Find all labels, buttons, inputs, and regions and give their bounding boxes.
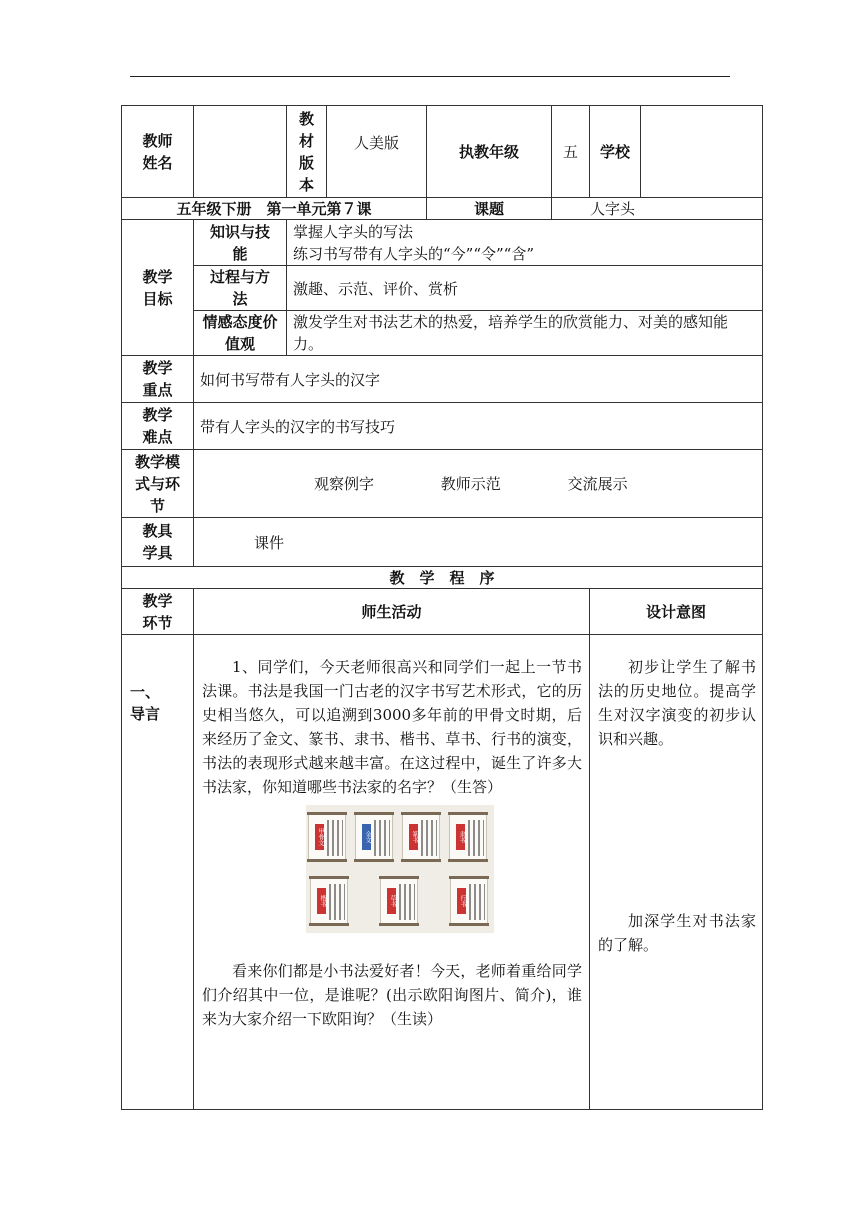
difficulty-value: 带有人字头的汉字的书写技巧 (194, 403, 763, 450)
grade-label: 执教年级 (427, 106, 552, 198)
calligraphy-evolution-image (306, 805, 494, 933)
procedure-title: 教 学 程 序 (122, 567, 763, 589)
key-point-value: 如何书写带有人字头的汉字 (194, 356, 763, 403)
mode-item-observe: 观察例字 (314, 475, 375, 493)
procedure-header-row (122, 589, 763, 635)
scroll-oracle (308, 813, 346, 861)
stage1-intent (590, 635, 763, 1110)
knowledge-line-1: 掌握人字头的写法 (293, 222, 414, 241)
difficulty-row (122, 403, 763, 450)
scroll-clerical (449, 813, 487, 861)
objective-attitude-row (122, 311, 763, 356)
procedure-title-row (122, 567, 763, 589)
grade-value: 五 (552, 106, 590, 198)
objectives-label: 教学目标 (122, 220, 194, 356)
stage1-label-text: 一、导言 (130, 683, 161, 723)
tools-value-text: 课件 (254, 533, 285, 552)
objective-knowledge-row (122, 220, 763, 266)
mode-item-demo: 教师示范 (440, 475, 501, 493)
tools-row (122, 518, 763, 567)
knowledge-content (287, 220, 763, 266)
attitude-label: 情感态度价值观 (194, 311, 287, 356)
key-point-row (122, 356, 763, 403)
lesson-row (122, 198, 763, 220)
tab-regular: 楷书 (317, 888, 326, 914)
knowledge-label: 知识与技能 (194, 220, 287, 266)
attitude-value: 激发学生对书法艺术的热爱，培养学生的欣赏能力、对美的感知能力。 (287, 311, 763, 356)
col-intent: 设计意图 (590, 589, 763, 635)
key-point-label: 教学重点 (122, 356, 194, 403)
school-label: 学校 (590, 106, 641, 198)
tab-clerical: 隶书 (456, 824, 465, 850)
textbook-value: 人美版 (327, 106, 427, 198)
difficulty-label: 教学难点 (122, 403, 194, 450)
tab-running: 行书 (457, 888, 466, 914)
mode-label: 教学模式与环节 (122, 450, 194, 518)
topic-value: 人字头 (552, 198, 763, 220)
scroll-regular (310, 877, 348, 925)
scroll-bronze (355, 813, 393, 861)
stage1-row (122, 635, 763, 1110)
lesson-unit: 五年级下册 第一单元第７课 (122, 198, 427, 220)
process-value: 激趣、示范、评价、赏析 (287, 266, 763, 311)
mode-item-share: 交流展示 (567, 475, 628, 493)
tab-cursive: 草书 (387, 888, 396, 914)
header-rule (130, 76, 730, 77)
activity-para-2: 看来你们都是小书法爱好者！今天，老师着重给同学们介绍其中一位，是谁呢？(出示欧阳询图片、简介)，谁来为大家介绍一下欧阳询？（生读） (202, 962, 582, 1028)
tab-bronze: 金文 (362, 824, 371, 850)
mode-row (122, 450, 763, 518)
school-value (641, 106, 763, 198)
col-activity: 师生活动 (194, 589, 590, 635)
mode-items (194, 450, 763, 518)
process-label: 过程与方法 (194, 266, 287, 311)
tools-label: 教具学具 (122, 518, 194, 567)
tab-oracle: 甲骨文 (315, 824, 324, 850)
scroll-cursive (380, 877, 418, 925)
stage1-activity (194, 635, 590, 1110)
lesson-plan-table (121, 105, 763, 1110)
intent-para-2: 加深学生对书法家的了解。 (598, 912, 756, 954)
scroll-running (450, 877, 488, 925)
activity-para-1: 1、同学们，今天老师很高兴和同学们一起上一节书法课。书法是我国一门古老的汉字书写艺术形式，它的历史相当悠久，可以追溯到3000多年前的甲骨文时期，后来经历了金文、篆书、隶书、楷书、草书、行书的演变，书法的表现形式越来越丰富。在这过程中，诞生了许多大书法家，你知道哪些书法家的名字？（生答） (202, 658, 582, 796)
teacher-name-value (194, 106, 287, 198)
tab-seal: 篆书 (409, 824, 418, 850)
knowledge-line-2: 练习书写带有人字头的“今”“令”“含” (293, 244, 535, 263)
tools-value (194, 518, 763, 567)
objective-process-row (122, 266, 763, 311)
header-row (122, 106, 763, 198)
col-stage: 教学环节 (122, 589, 194, 635)
stage1-label (122, 635, 194, 1110)
topic-label: 课题 (427, 198, 552, 220)
scroll-seal (402, 813, 440, 861)
textbook-label: 教材版本 (287, 106, 327, 198)
teacher-name-label: 教师姓名 (122, 106, 194, 198)
intent-para-1: 初步让学生了解书法的历史地位。提高学生对汉字演变的初步认识和兴趣。 (598, 658, 756, 748)
